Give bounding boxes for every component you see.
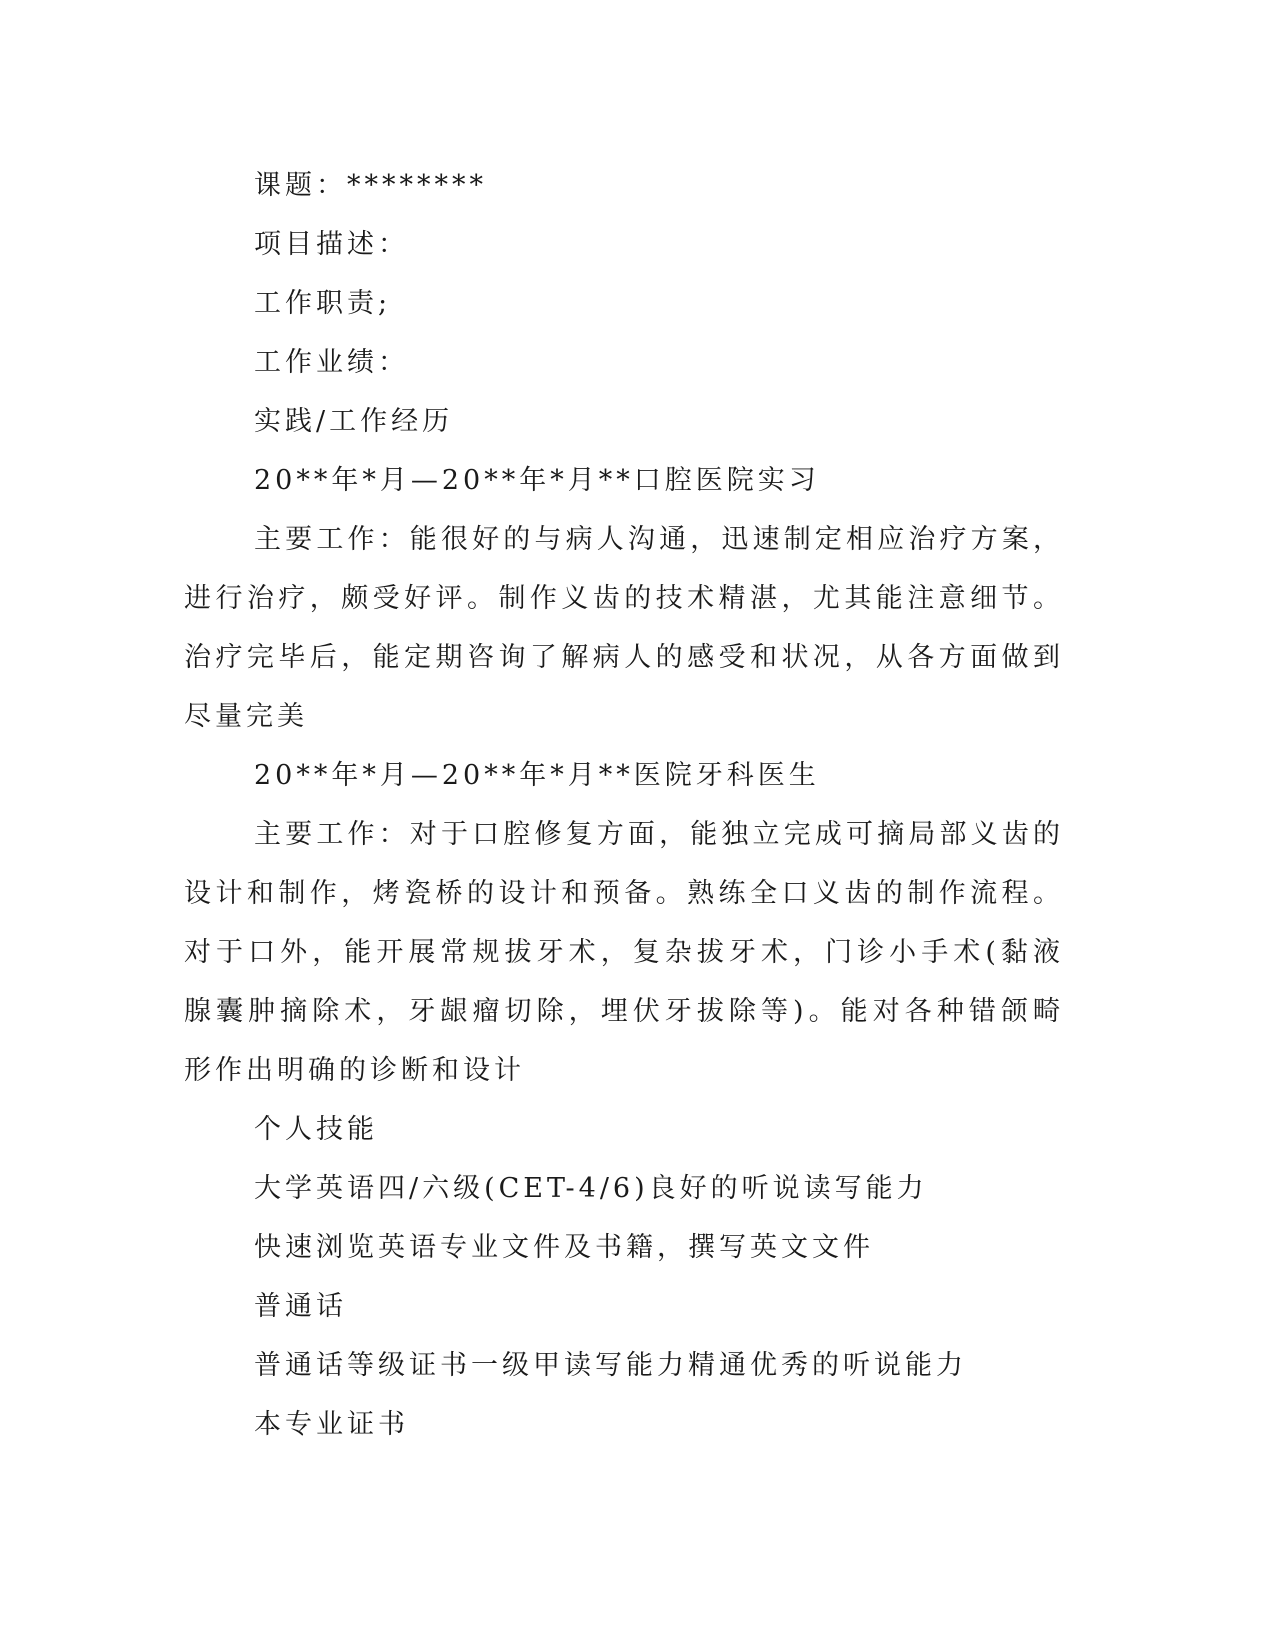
skill-english-reading: 快速浏览英语专业文件及书籍，撰写英文文件 xyxy=(254,1232,874,1263)
job-achievements-label: 工作业绩： xyxy=(254,347,409,378)
project-description-label: 项目描述： xyxy=(254,229,409,260)
experience-1-title: 20**年*月—20**年*月**口腔医院实习 xyxy=(254,465,820,496)
practice-heading: 实践/工作经历 xyxy=(254,406,454,437)
skill-mandarin-level: 普通话等级证书一级甲读写能力精通优秀的听说能力 xyxy=(254,1350,967,1381)
job-duties-label: 工作职责; xyxy=(254,288,392,319)
skill-mandarin: 普通话 xyxy=(254,1291,347,1322)
topic-line: 课题：******** xyxy=(254,170,487,201)
experience-2-body: 主要工作：对于口腔修复方面，能独立完成可摘局部义齿的设计和制作，烤瓷桥的设计和预备。熟练全口义齿的制作流程。对于口外，能开展常规拔牙术，复杂拔牙术，门诊小手术(黏液腺囊肿摘除术，牙龈瘤切除，埋伏牙拔除等)。能对各种错颌畸形作出明确的诊断和设计 xyxy=(184,819,1064,1086)
document-body xyxy=(184,156,1064,1454)
skills-heading: 个人技能 xyxy=(254,1114,378,1145)
skill-certificate: 本专业证书 xyxy=(254,1409,409,1440)
experience-2-title: 20**年*月—20**年*月**医院牙科医生 xyxy=(254,760,820,791)
skill-english-level: 大学英语四/六级(CET-4/6)良好的听说读写能力 xyxy=(254,1173,928,1204)
experience-1-body: 主要工作：能很好的与病人沟通，迅速制定相应治疗方案，进行治疗，颇受好评。制作义齿的技术精湛，尤其能注意细节。治疗完毕后，能定期咨询了解病人的感受和状况，从各方面做到尽量完美 xyxy=(184,524,1064,732)
